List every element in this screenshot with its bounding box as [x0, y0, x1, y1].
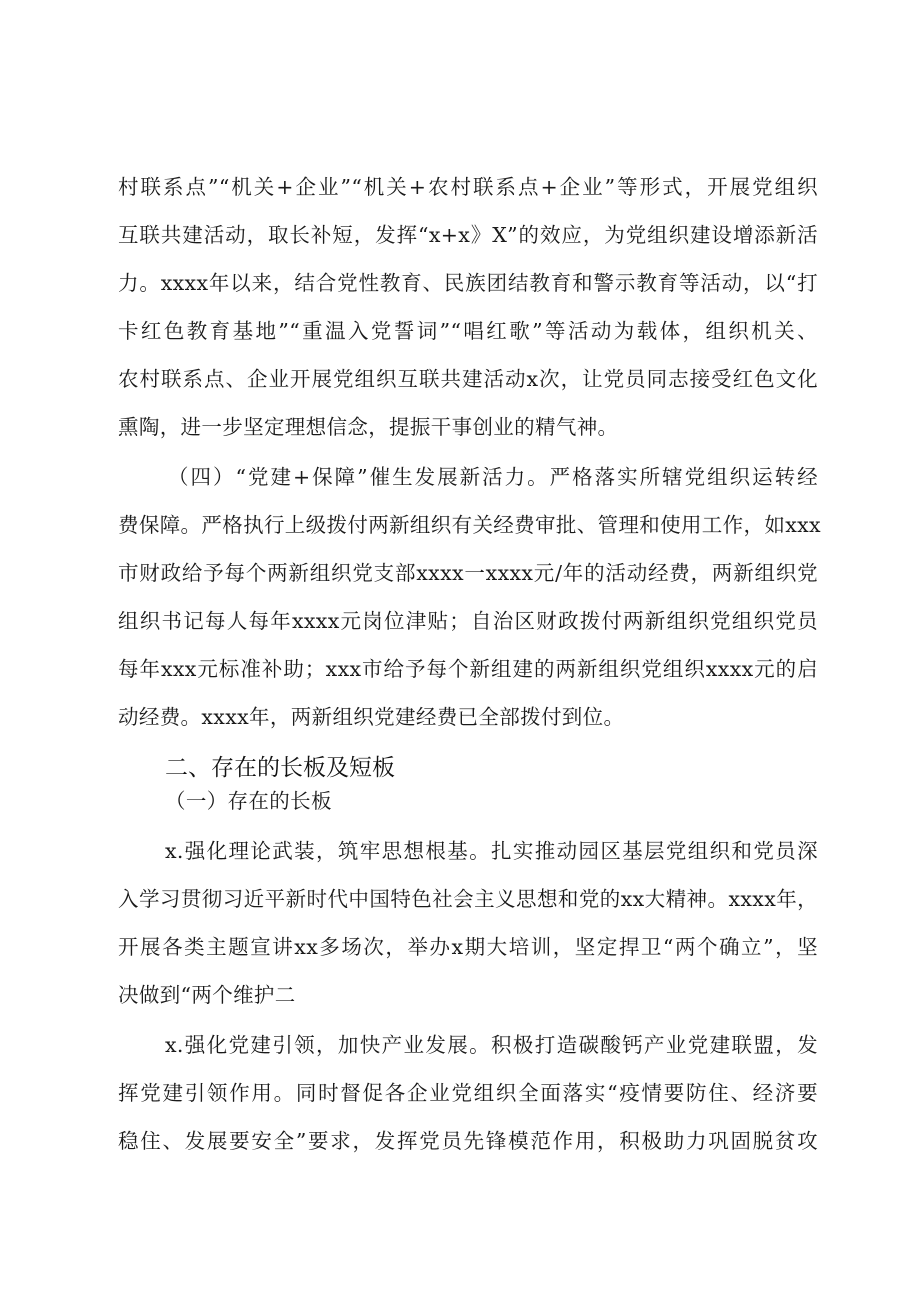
paragraph-line: 决做到“两个维护二	[118, 983, 296, 1007]
paragraph-line: 费保障。严格执行上级拨付两新组织有关经费审批、管理和使用工作，如xxx	[118, 513, 821, 537]
section-heading: 二、存在的长板及短板	[165, 755, 395, 781]
paragraph-line: 农村联系点、企业开展党组织互联共建活动x次，让党员同志接受红色文化	[118, 367, 818, 391]
paragraph-line: 市财政给予每个两新组织党支部xxxx一xxxx元/年的活动经费，两新组织党	[118, 561, 818, 585]
paragraph-line: 组织书记每人每年xxxx元岗位津贴；自治区财政拨付两新组织党组织党员	[118, 609, 818, 633]
sub-heading: （一）存在的长板	[165, 789, 332, 813]
paragraph-line: 入学习贯彻习近平新时代中国特色社会主义思想和党的xx大精神。xxxx年，	[118, 887, 818, 911]
paragraph-line: 力。xxxx年以来，结合党性教育、民族团结教育和警示教育等活动，以“打	[118, 271, 818, 295]
paragraph-line: 挥党建引领作用。同时督促各企业党组织全面落实“疫情要防住、经济要	[118, 1081, 818, 1105]
paragraph-line: 动经费。xxxx年，两新组织党建经费已全部拨付到位。	[118, 705, 625, 729]
paragraph-line: 熏陶，进一步坚定理想信念，提振干事创业的精气神。	[118, 415, 619, 439]
paragraph-line: x.强化理论武装，筑牢思想根基。扎实推动园区基层党组织和党员深	[165, 839, 818, 863]
paragraph-line: 稳住、发展要安全”要求，发挥党员先锋模范作用，积极助力巩固脱贫攻	[118, 1129, 818, 1153]
paragraph-line: 村联系点”“机关+企业”“机关+农村联系点+企业”等形式，开展党组织	[118, 175, 818, 199]
paragraph-line: 开展各类主题宣讲xx多场次，举办x期大培训，坚定捍卫“两个确立”，坚	[118, 935, 818, 959]
paragraph-line: 卡红色教育基地”“重温入党誓词”“唱红歌”等活动为载体，组织机关、	[118, 319, 818, 343]
paragraph-line: （四）“党建+保障”催生发展新活力。严格落实所辖党组织运转经	[168, 465, 818, 489]
paragraph-line: x.强化党建引领，加快产业发展。积极打造碳酸钙产业党建联盟，发	[165, 1033, 818, 1057]
paragraph-line: 每年xxx元标准补助；xxx市给予每个新组建的两新组织党组织xxxx元的启	[118, 657, 818, 681]
paragraph-line: 互联共建活动，取长补短，发挥“x+x》X”的效应，为党组织建设增添新活	[118, 223, 818, 247]
